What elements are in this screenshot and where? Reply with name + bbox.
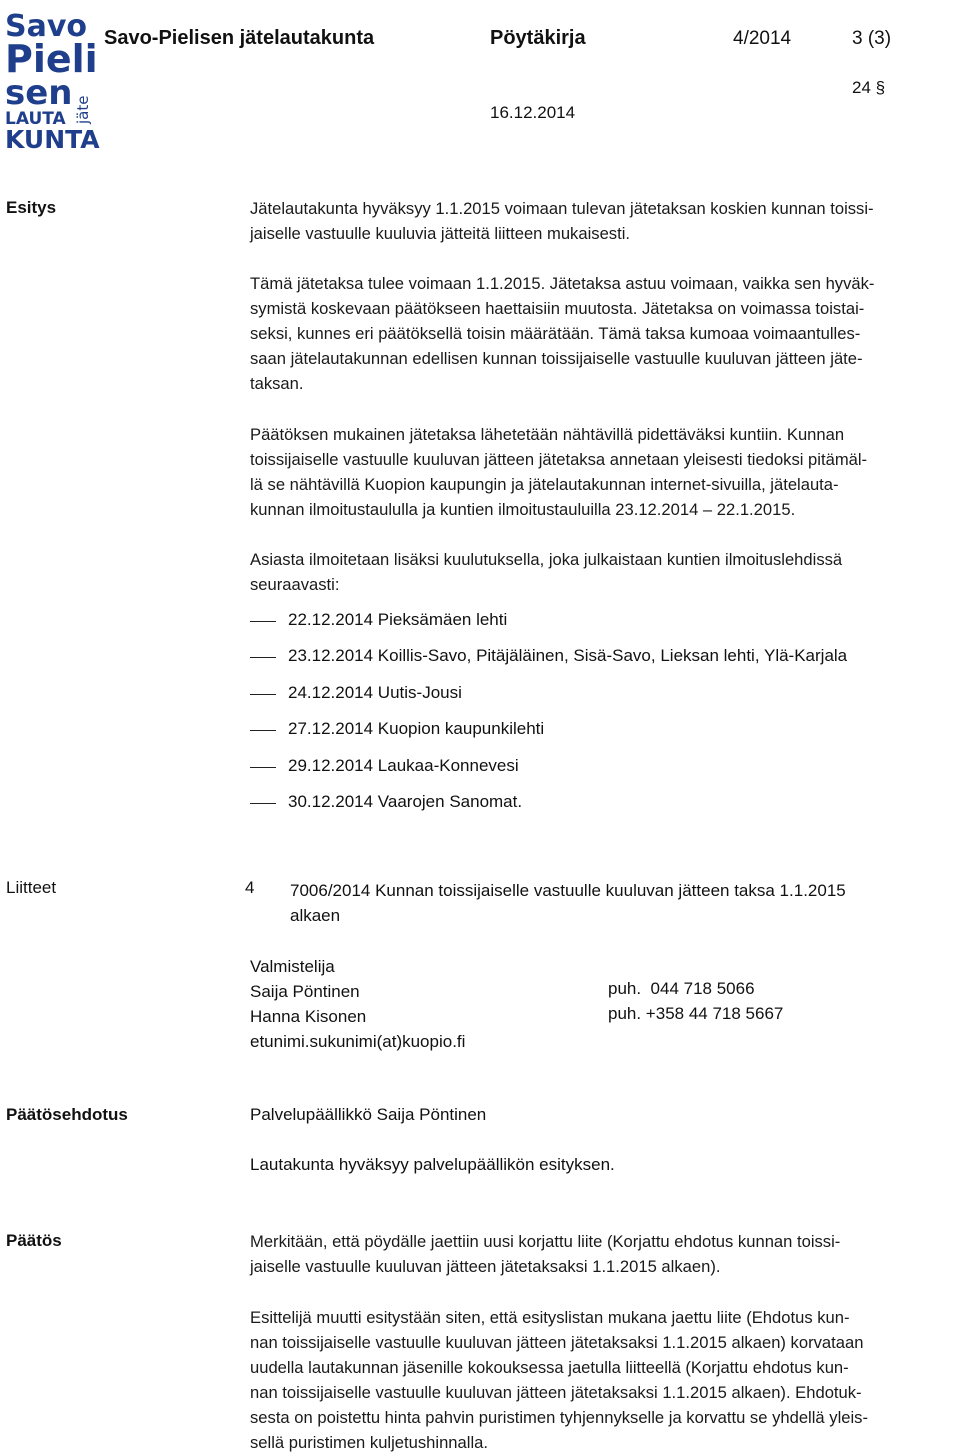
text-line: Tämä jätetaksa tulee voimaan 1.1.2015. Jätetaksa astuu voimaan, vaikka sen hyväk- [250,274,875,293]
logo-text-sen: sen [5,73,73,113]
attachment-title [290,878,846,928]
text-line: seuraavasti: [250,575,340,594]
text-line: uudella lautakunnan jäsenille kokouksessa jaetulla liitteellä (Korjattu ehdotus kun- [250,1358,849,1377]
logo-text-savo: Savo [5,9,88,44]
text-line: Jätelautakunta hyväksyy 1.1.2015 voimaan tulevan jätetaksan koskien kunnan toissi- [250,199,874,218]
preparer-title: Valmistelija [250,957,335,976]
preparer-name-1: Saija Pöntinen [250,982,360,1001]
list-item: 23.12.2014 Koillis-Savo, Pitäjäläinen, Sisä-Savo, Lieksan lehti, Ylä-Karjala [288,646,848,665]
logo-text-pieli: Pieli [5,37,98,81]
text-line: 7006/2014 Kunnan toissijaiselle vastuulle kuuluvan jätteen taksa 1.1.2015 [290,881,846,900]
list-item: 24.12.2014 Uutis-Jousi [288,683,462,702]
text-line: Esittelijä muutti esitystään siten, että esityslistan mukana jaettu liite (Ehdotus kun- [250,1308,850,1327]
text-line: nan toissijaiselle vastuulle kuuluvan jätteen jätetaksaksi 1.1.2015 alkaen). Ehdotuk- [250,1383,862,1402]
text-line: saan jätelautakunnan edellisen kunnan toissijaiselle vastuulle kuuluvan jätteen jäte- [250,349,863,368]
decision-paragraph-1 [250,1229,945,1279]
list-item: 27.12.2014 Kuopion kaupunkilehti [288,719,545,738]
text-line: alkaen [290,906,341,925]
header-organization: Savo-Pielisen jätelautakunta [104,27,375,49]
esitys-paragraph-2 [250,271,945,396]
preparer-name-2: Hanna Kisonen [250,1007,367,1026]
savo-pielisen-logo [4,6,100,154]
text-line: sellä puristimen kuljetushinnalla. [250,1433,488,1452]
esitys-paragraph-1 [250,196,945,246]
esitys-paragraph-4 [250,547,945,597]
section-label-esitys: Esitys [6,198,57,217]
attachment-number: 4 [245,878,255,897]
text-line: symistä koskevaan päätökseen haettaisiin muutosta. Jätetaksa on voimassa toistai- [250,299,865,318]
text-line: lä se nähtävillä Kuopion kaupungin ja jätelautakunnan internet-sivuilla, jätelauta- [250,475,839,494]
text-line: seksi, kunnes eri päätöksellä toisin määrätään. Tämä taksa kumoaa voimaantulles- [250,324,861,343]
preparer-phone-1: puh. 044 718 5066 [608,979,755,998]
header-document-number: 4/2014 [733,28,792,49]
section-label-paatosehdotus: Päätösehdotus [6,1105,128,1124]
text-line: jaiselle vastuulle kuuluvan jätteen jätetaksaksi 1.1.2015 alkaen). [250,1257,721,1276]
text-line: Päätöksen mukainen jätetaksa lähetetään nähtävillä pidettäväksi kuntiin. Kunnan [250,425,845,444]
logo-text-jate: jäte [74,95,92,124]
preparer-block [250,954,465,1054]
text-line: taksan. [250,374,304,393]
list-item: 29.12.2014 Laukaa-Konnevesi [288,756,519,775]
text-line: jaiselle vastuulle kuuluvia jätteitä liitteen mukaisesti. [250,224,631,243]
header-section: 24 § [852,78,886,97]
header-page-number: 3 (3) [852,28,892,49]
preparer-phone-2: puh. +358 44 718 5667 [608,1004,784,1023]
list-dash [250,730,276,731]
text-line: toissijaiselle vastuulle kuuluvan jätteen jätetaksa annetaan yleisesti tiedoksi pitämäl- [250,450,868,469]
text-line: kunnan ilmoitustaululla ja kuntien ilmoitustauluilla 23.12.2014 – 22.1.2015. [250,500,796,519]
list-dash [250,694,276,695]
list-dash [250,657,276,658]
list-dash [250,621,276,622]
list-dash [250,803,276,804]
list-item: 22.12.2014 Pieksämäen lehti [288,610,508,629]
header-document-type: Pöytäkirja [490,27,586,49]
proposal-text: Lautakunta hyväksyy palvelupäällikön esityksen. [250,1155,615,1174]
header-date: 16.12.2014 [490,103,576,122]
text-line: Merkitään, että pöydälle jaettiin uusi korjattu liite (Korjattu ehdotus kunnan toissi- [250,1232,841,1251]
decision-paragraph-2 [250,1305,945,1455]
section-label-liitteet: Liitteet [6,878,57,897]
logo-text-lauta: LAUTA [5,109,66,129]
proposal-author: Palvelupäällikkö Saija Pöntinen [250,1105,487,1124]
list-dash [250,767,276,768]
text-line: sesta on poistettu hinta pahvin puristimen tyhjennykselle ja korvattu se yhdellä yleis- [250,1408,868,1427]
text-line: nan toissijaiselle vastuulle kuuluvan jätteen jätetaksaksi 1.1.2015 alkaen) korvataan [250,1333,864,1352]
preparer-email: etunimi.sukunimi(at)kuopio.fi [250,1032,466,1051]
esitys-paragraph-3 [250,422,945,522]
section-label-paatos: Päätös [6,1231,62,1250]
logo-text-kunta: KUNTA [5,125,100,154]
list-item: 30.12.2014 Vaarojen Sanomat. [288,792,523,811]
text-line: Asiasta ilmoitetaan lisäksi kuulutuksella, joka julkaistaan kuntien ilmoituslehdissä [250,550,843,569]
